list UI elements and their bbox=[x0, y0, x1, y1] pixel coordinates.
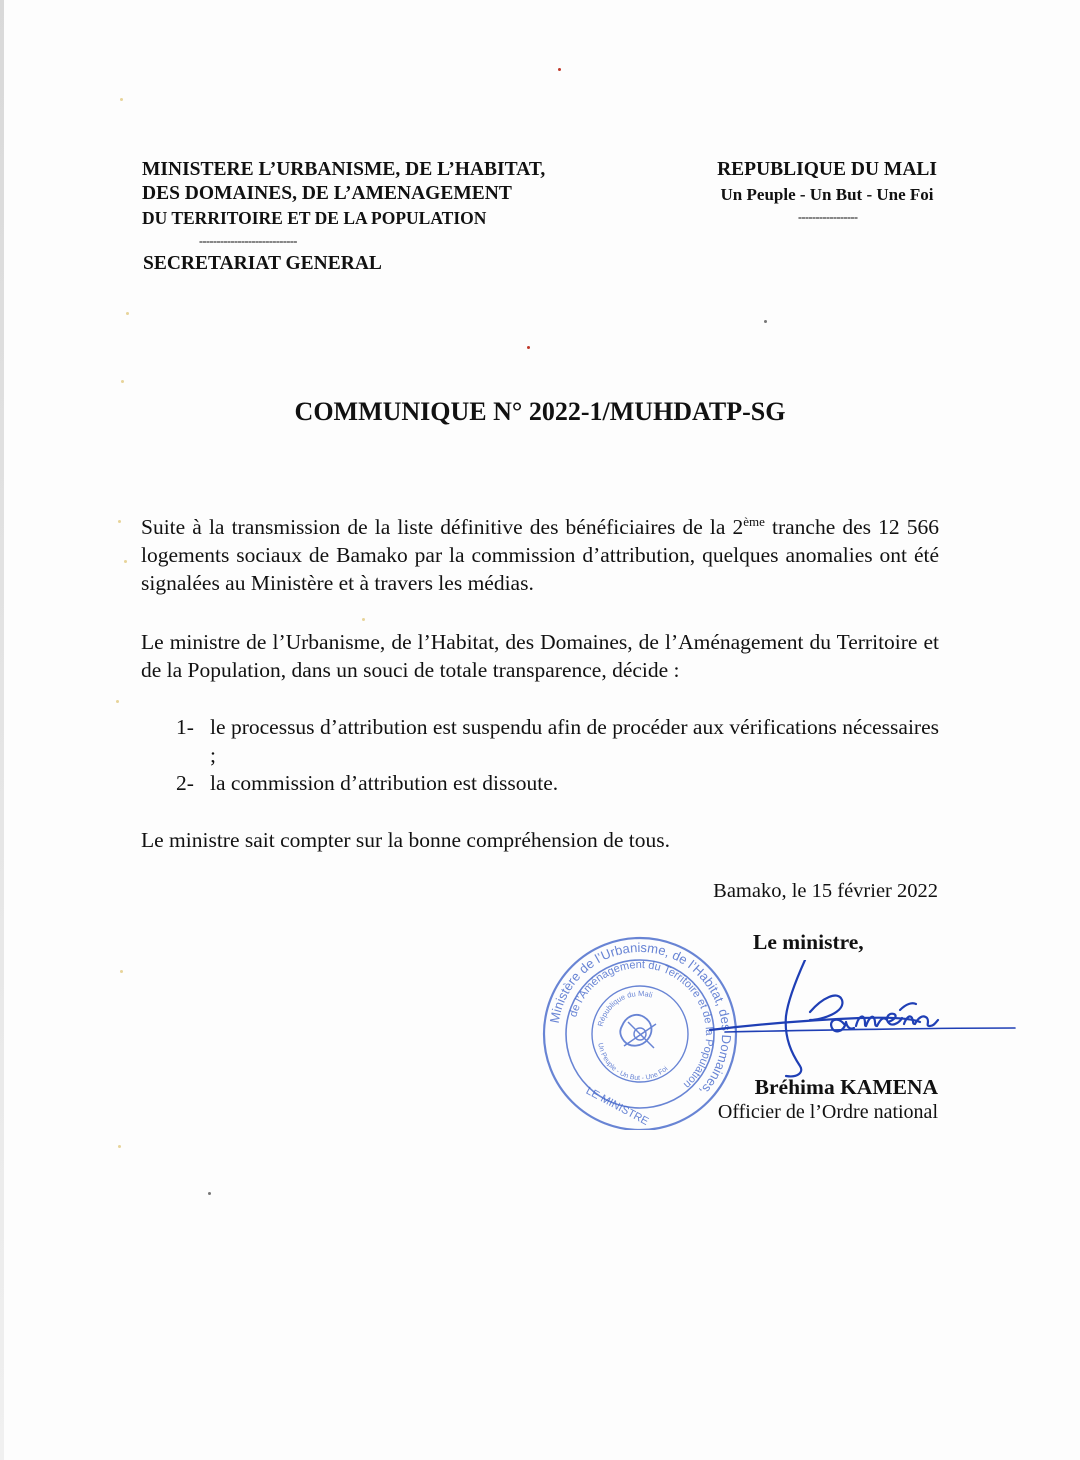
right-separator: ----------------- bbox=[798, 210, 858, 224]
paragraph-intro-start: Suite à la transmission de la liste définitive des bénéficiaires de la 2 bbox=[141, 515, 744, 539]
left-separator: ---------------------------- bbox=[199, 234, 297, 248]
scan-speck bbox=[124, 560, 127, 563]
paragraph-intro-end: tranche des 12 566 logements sociaux de Bamako par la commission d’attribution, quelques anomalies ont été signalées au Ministère et à travers les médias. bbox=[141, 515, 939, 595]
ministry-header bbox=[142, 158, 545, 230]
ministry-line: DU TERRITOIRE ET DE LA POPULATION bbox=[142, 208, 487, 228]
list-item-number: 2- bbox=[176, 771, 194, 795]
list-item bbox=[176, 713, 939, 769]
scan-speck bbox=[208, 1192, 211, 1195]
list-item-text: le processus d’attribution est suspendu afin de procéder aux vérifications nécessaires ; bbox=[210, 715, 939, 767]
signature-stroke bbox=[904, 1016, 938, 1026]
paragraph-intro bbox=[141, 513, 939, 597]
stamp-footer: LE MINISTRE bbox=[583, 1084, 651, 1128]
decision-list bbox=[176, 713, 939, 797]
signatory-title: Le ministre, bbox=[753, 930, 864, 954]
national-motto: Un Peuple - Un But - Une Foi bbox=[720, 185, 934, 204]
secretariat-general: SECRETARIAT GENERAL bbox=[143, 253, 382, 274]
ordinal-superscript: ème bbox=[743, 513, 765, 529]
stamp-center-top-path: République du Mali bbox=[595, 988, 654, 1028]
stamp-center-bottom-path: Un Peuple - Un But - Une Foi bbox=[596, 1042, 670, 1083]
communique-title: COMMUNIQUE N° 2022-1/MUHDATP-SG bbox=[294, 397, 786, 426]
republic-header bbox=[717, 158, 937, 208]
signatory-name: Bréhima KAMENA bbox=[754, 1075, 938, 1099]
scan-speck bbox=[118, 1145, 121, 1148]
signature-stroke bbox=[786, 960, 805, 1076]
ministry-line: DES DOMAINES, DE L’AMENAGEMENT bbox=[142, 183, 512, 204]
scan-speck bbox=[126, 312, 129, 315]
scan-speck bbox=[120, 98, 123, 101]
list-item-text: la commission d’attribution est dissoute. bbox=[210, 771, 559, 795]
scan-speck bbox=[120, 970, 123, 973]
signature-stroke bbox=[810, 996, 842, 1020]
scan-speck bbox=[558, 68, 561, 71]
signature-underline bbox=[725, 1028, 1015, 1032]
paragraph-decision: Le ministre de l’Urbanisme, de l’Habitat, des Domaines, de l’Aménagement du Territoire et de la Population, dans un souci de totale transparence, décide : bbox=[141, 630, 939, 682]
stamp-inner-text-path: de l’Aménagement du Territoire et de la Population bbox=[567, 958, 716, 1091]
scan-speck bbox=[121, 380, 124, 383]
paragraph-closing: Le ministre sait compter sur la bonne compréhension de tous. bbox=[141, 828, 671, 852]
scan-speck bbox=[764, 320, 767, 323]
signatory-rank: Officier de l’Ordre national bbox=[717, 1101, 938, 1123]
signature-stroke bbox=[900, 1003, 916, 1010]
ministry-line: MINISTERE L’URBANISME, DE L’HABITAT, bbox=[142, 159, 546, 180]
scan-speck bbox=[527, 346, 530, 349]
stamp-outer-text-path: Ministère de l’Urbanisme, de l’Habitat, des Domaines, bbox=[546, 939, 735, 1099]
signature-stroke bbox=[856, 1016, 887, 1026]
scan-speck bbox=[116, 700, 119, 703]
list-item-number: 1- bbox=[176, 715, 194, 739]
list-item bbox=[176, 769, 939, 797]
scan-speck bbox=[362, 618, 365, 621]
scan-speck bbox=[118, 520, 121, 523]
republic-name: REPUBLIQUE DU MALI bbox=[717, 159, 937, 180]
place-and-date: Bamako, le 15 février 2022 bbox=[713, 880, 938, 902]
